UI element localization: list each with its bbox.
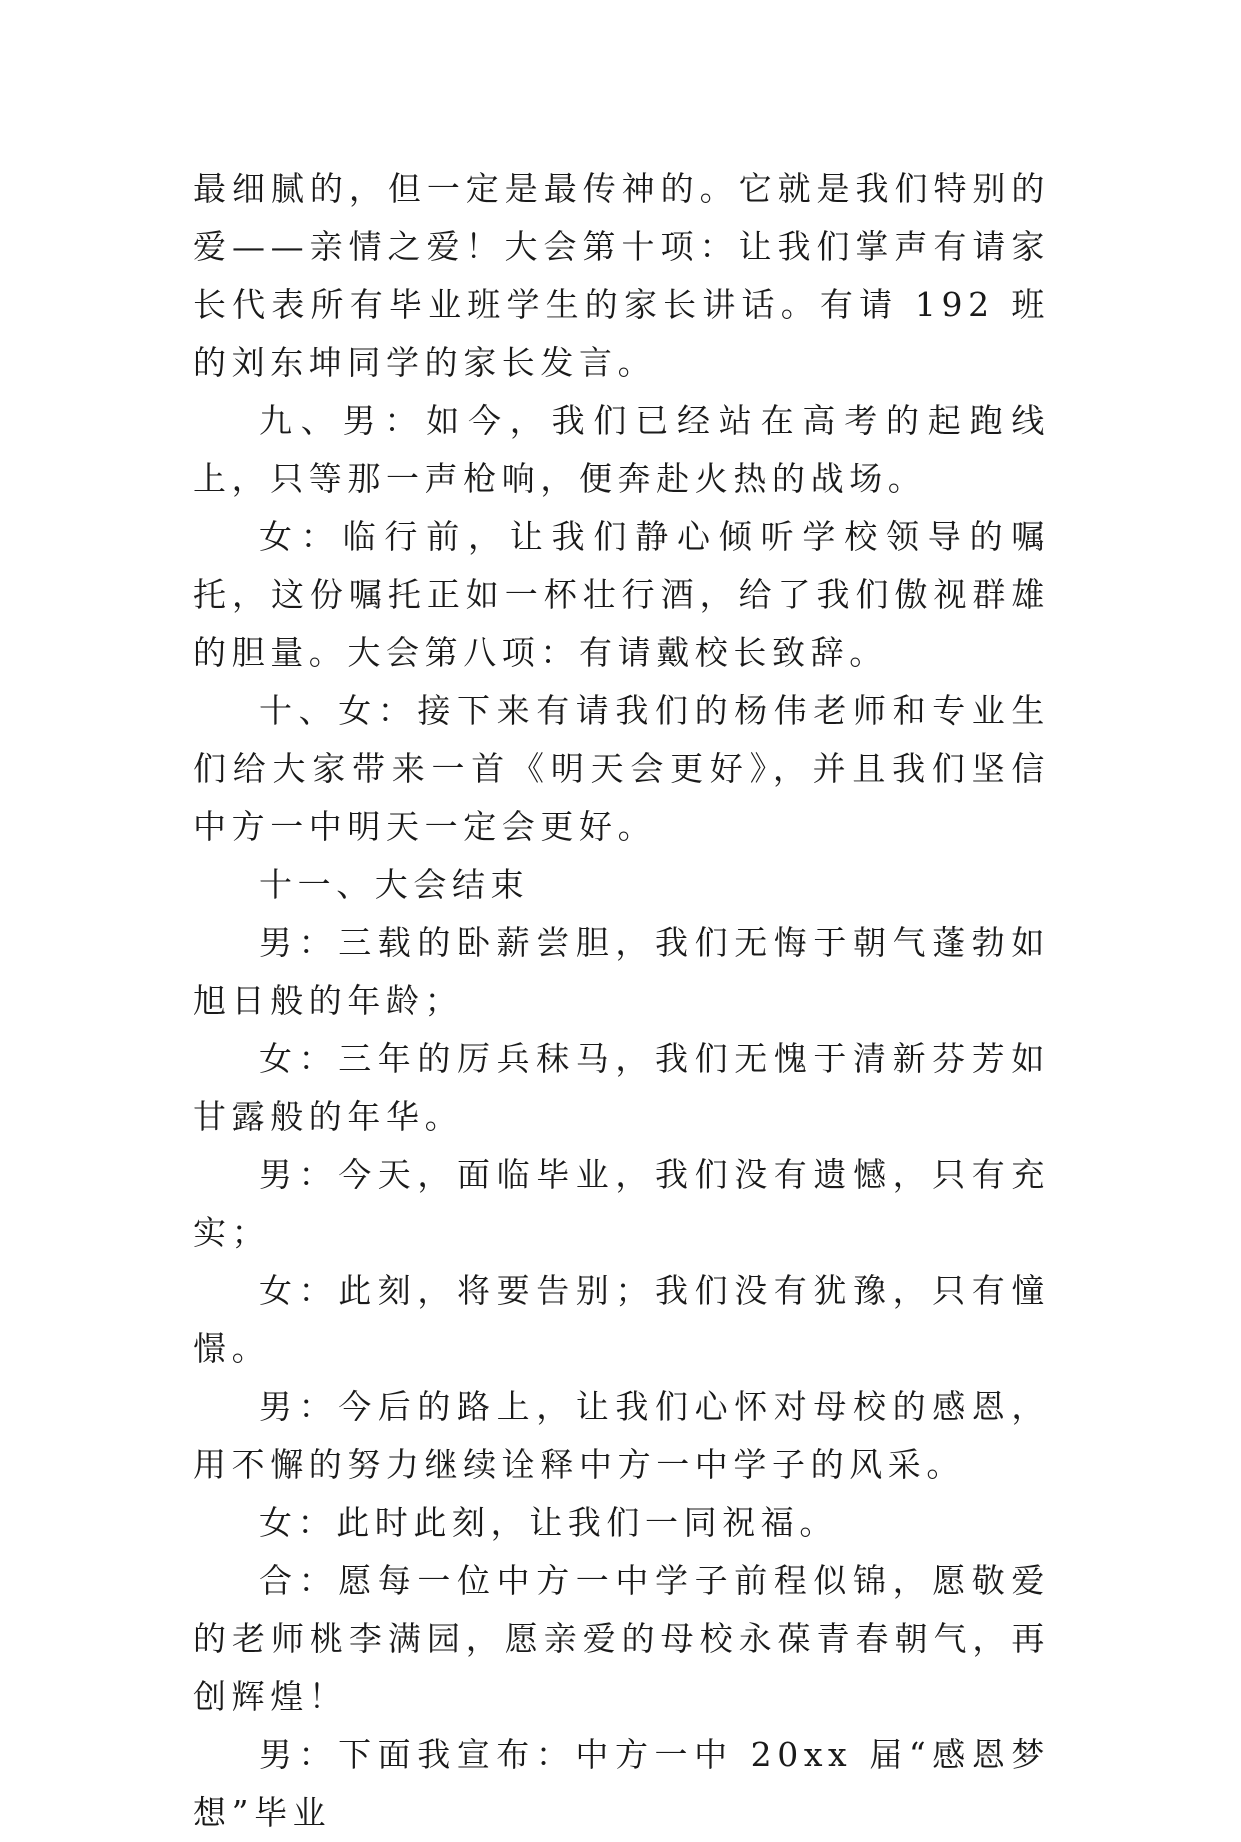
paragraph: 男：今后的路上，让我们心怀对母校的感恩，用不懈的努力继续诠释中方一中学子的风采。	[193, 1387, 1050, 1484]
paragraph: 十、女：接下来有请我们的杨伟老师和专业生们给大家带来一首《明天会更好》，并且我们坚信中方一中明天一定会更好。	[193, 691, 1050, 846]
paragraph: 九、男：如今，我们已经站在高考的起跑线上，只等那一声枪响，便奔赴火热的战场。	[193, 401, 1050, 498]
paragraph: 男：三载的卧薪尝胆，我们无悔于朝气蓬勃如旭日般的年龄；	[193, 923, 1050, 1020]
paragraph: 女：此刻，将要告别；我们没有犹豫，只有憧憬。	[193, 1271, 1050, 1368]
paragraph: 女：此时此刻，让我们一同祝福。	[259, 1503, 838, 1542]
document-body	[193, 160, 1050, 1842]
paragraph: 十一、大会结束	[259, 865, 530, 904]
paragraph: 最细腻的，但一定是最传神的。它就是我们特别的爱——亲情之爱！大会第十项：让我们掌声有请家长代表所有毕业班学生的家长讲话。有请 192 班的刘东坤同学的家长发言。	[193, 169, 1050, 382]
paragraph: 女：三年的厉兵秣马，我们无愧于清新芬芳如甘露般的年华。	[193, 1039, 1050, 1136]
paragraph: 合：愿每一位中方一中学子前程似锦，愿敬爱的老师桃李满园，愿亲爱的母校永葆青春朝气，再创辉煌！	[193, 1561, 1050, 1716]
paragraph: 女：临行前，让我们静心倾听学校领导的嘱托，这份嘱托正如一杯壮行酒，给了我们傲视群雄的胆量。大会第八项：有请戴校长致辞。	[193, 517, 1050, 672]
paragraph: 男：今天，面临毕业，我们没有遗憾，只有充实；	[193, 1155, 1050, 1252]
paragraph: 男：下面我宣布：中方一中 20xx 届“感恩梦想”毕业	[193, 1735, 1050, 1832]
